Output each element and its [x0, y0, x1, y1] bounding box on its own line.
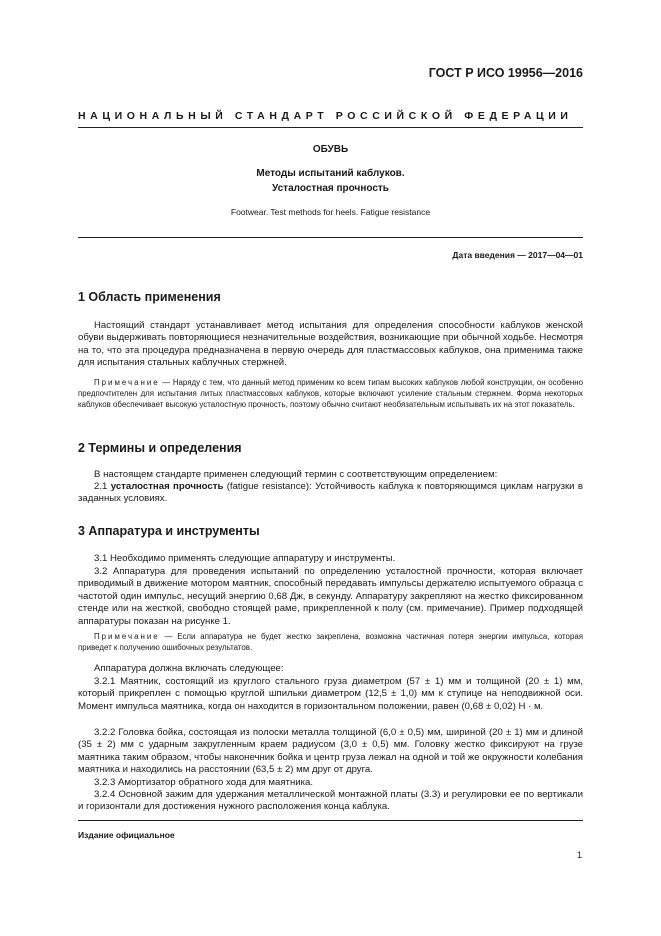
note-label: Примечание: [94, 632, 160, 641]
para-3-2-1: [78, 676, 583, 713]
term-number: 2.1: [94, 481, 108, 492]
para-3-2-4: [78, 789, 583, 814]
section-2-intro-text: В настоящем стандарте применен следующий термин с соответствующим определением:: [94, 469, 498, 480]
english-title: Footwear. Test methods for heels. Fatigue resistance: [230, 207, 431, 217]
subtitle-line-2: Усталостная прочность: [272, 183, 389, 194]
term-definition: [78, 481, 583, 506]
note-label: Примечание: [94, 378, 160, 387]
term-text: (fatigue resistance): Устойчивость каблука к повторяющимся циклам нагрузки в заданных условиях.: [78, 481, 584, 505]
para-3-2-2: [78, 727, 583, 777]
document-subtitle: [0, 166, 661, 196]
introduction-date: Дата введения — 2017—04—01: [452, 250, 583, 260]
apparatus-list-intro-text: Аппаратура должна включать следующее:: [94, 663, 284, 674]
para-3-2-3: [78, 777, 583, 789]
section-2-heading: 2 Термины и определения: [78, 441, 242, 455]
header-rule: [78, 127, 583, 128]
para-3-2-text: 3.2 Аппаратура для проведения испытаний по определению усталостной прочности, которая включает приводимый в движение мотором маятник, способный передавать импульсы держателю испытуемого образца с частотой один импульс, несущий энергию 0,68 Дж, в секунду. Аппаратуру закрепляют на жестко фиксированном стенде или на жесткой, свободно стоящей раме, прикрепленной к полу (см. примечание). Пример подходящей аппаратуры показан на рисунке 1.: [78, 566, 583, 627]
standard-code: ГОСТ Р ИСО 19956—2016: [428, 66, 583, 80]
title-rule: [78, 237, 583, 238]
para-3-2-4-text: 3.2.4 Основной зажим для удержания металлической монтажной платы (3.3) и регулировки ее по вертикали и горизонтали для достижения нужного расположения конца каблука.: [78, 789, 583, 813]
para-3-2-1-text: 3.2.1 Маятник, состоящий из круглого стального груза диаметром (57 ± 1) мм и толщиной (20 ± 1) мм, который прикреплен с помощью круглой шпильки диаметром (12,5 ± 1,0) мм к ступице на неподвижной оси. Момент импульса маятника, когда он находится в горизонтальном положении, равен (0,68 ± 0,02) Н · м.: [78, 676, 583, 712]
page-number: 1: [576, 850, 582, 860]
para-3-1-text: 3.1 Необходимо применять следующие аппаратуру и инструменты.: [94, 553, 396, 564]
section-2-intro: [78, 469, 583, 481]
subtitle-line-1: Методы испытаний каблуков.: [256, 168, 405, 179]
section-1-heading: 1 Область применения: [78, 290, 221, 304]
section-1-paragraph: [78, 320, 583, 370]
section-3-heading: 3 Аппаратура и инструменты: [78, 524, 260, 538]
note-text: — Наряду с тем, что данный метод применим ко всем типам высоких каблуков любой конструкции, он особенно предпочтителен для испытания литых пластмассовых каблуков, которые включают усиление стальным стержнем. Форма некоторых каблуков обеспечивает высокую усталостную прочность, поэтому обычно считают необязательным испытывать их на этот показатель.: [78, 378, 583, 410]
term-name: усталостная прочность: [110, 481, 224, 492]
note-text: — Если аппаратура не будет жестко закреплена, возможна частичная потеря энергии импульса, которая приведет к получению ошибочных результатов.: [78, 632, 583, 653]
section-1-text: Настоящий стандарт устанавливает метод испытания для определения способности каблуков женской обуви выдерживать повторяющиеся незначительные воздействия, возникающие при обычной ходьбе. Несмотря на то, что эта процедура предназначена в первую очередь для пластмассовых каблуков, она применима также для испытания стальных каблучных стержней.: [78, 320, 583, 369]
document-title: ОБУВЬ: [312, 144, 349, 155]
para-3-2: [78, 566, 583, 628]
national-standard-banner: НАЦИОНАЛЬНЫЙ СТАНДАРТ РОССИЙСКОЙ ФЕДЕРАЦИИ: [78, 110, 573, 122]
para-3-2-3-text: 3.2.3 Амортизатор обратного хода для маятника.: [94, 777, 314, 788]
official-edition-label: Издание официальное: [78, 830, 175, 840]
apparatus-list-intro: [78, 663, 583, 675]
footer-rule: [78, 820, 583, 821]
para-3-1: [78, 553, 583, 565]
section-1-note: [78, 377, 583, 411]
para-3-2-2-text: 3.2.2 Головка бойка, состоящая из полоски металла толщиной (6,0 ± 0,5) мм, шириной (20 ± 1) мм и длиной (35 ± 2) мм с ударным закругленным краем радиусом (3,0 ± 0,5) мм. Головку жестко фиксируют на грузе маятника таким образом, чтобы наконечник бойка и центр груза лежал на одной и той же окружности колебания маятника и находились на расстоянии (63,5 ± 2) мм друг от друга.: [78, 727, 583, 776]
section-3-note: [78, 631, 583, 653]
